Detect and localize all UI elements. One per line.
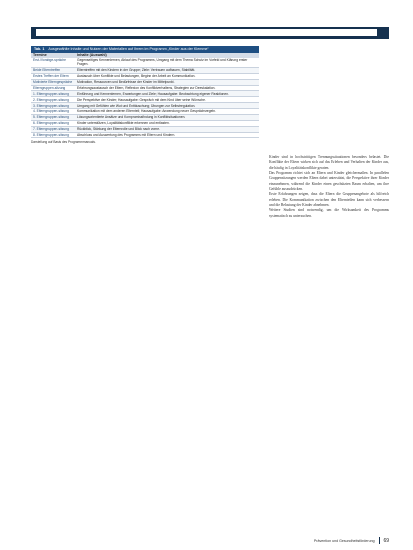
body-paragraph: Das Programm richtet sich an Eltern und Kinder gleichermaßen. In parallelen Gruppensitzungen werden Eltern dabei unterstützt, die Perspektive ihrer Kinder einzunehmen, während die Kinder einen geschützten Raum erhalten, um ihre Gefühle auszudrücken. xyxy=(269,171,389,192)
table-cell-term: Erst-/Vorabge-spräche xyxy=(33,58,66,63)
table-cell-term: 7. Elterngruppen-sitzung xyxy=(33,127,69,132)
table-body xyxy=(31,58,259,138)
table-cell-term: Elterngruppen-sitzung xyxy=(33,85,66,90)
page-number: 69 xyxy=(383,537,389,544)
footer-separator xyxy=(379,537,380,544)
table-cell-term: 5. Elterngruppen-sitzung xyxy=(33,115,69,120)
table-footnote: Darstellung auf Basis des Programmmanuals. xyxy=(31,140,96,145)
table-cell-content: Gegenseitiges Kennenlernen, Ablauf des Programms, Umgang mit dem Thema Schutz im Vorfeld und Klärung erster Fragen. xyxy=(77,58,248,67)
page-footer xyxy=(269,536,389,545)
table-cell-term: 8. Elterngruppen-sitzung xyxy=(33,132,69,137)
table-cell-content: Erfahrungsaustausch der Eltern, Reflexion des Konfliktverhaltens, Strategien zur Deeskalation. xyxy=(77,85,216,90)
body-paragraph: Weitere Studien sind notwendig, um die Wirksamkeit des Programms systematisch zu untersuchen. xyxy=(269,208,389,218)
table-cell-term: 3. Elterngruppen-sitzung xyxy=(33,103,69,108)
table-cell-term: 6. Elterngruppen-sitzung xyxy=(33,121,69,126)
table-cell-content: Elterntreffen mit den Kindern in der Gruppe; Ziele: Vertrauen aufbauen, Stabilität. xyxy=(77,68,196,73)
table-header-row xyxy=(31,53,259,59)
table-cell-term: Beide Elterntreffen xyxy=(33,68,61,73)
table-cell-content: Einführung und Kennenlernen, Erwartungen und Ziele; Hausaufgabe: Beobachtung eigener Reaktionen. xyxy=(77,91,229,96)
table-cell-content: Rückblick, Stärkung der Elternrolle und Blick nach vorne. xyxy=(77,127,161,132)
table-row xyxy=(31,58,259,68)
table-cell-content: Lösungsorientierte Ansätze und Kompromissfindung in Konfliktsituationen. xyxy=(77,115,186,120)
table-cell-term: Erstes Treffen der Eltern xyxy=(33,74,69,79)
table-cell-term: 4. Elterngruppen-sitzung xyxy=(33,109,69,114)
header-title-box xyxy=(36,29,377,36)
table-cell-term: 1. Elterngruppen-sitzung xyxy=(33,91,69,96)
column-header-termine: Termine xyxy=(33,53,47,57)
body-text-column xyxy=(269,155,389,219)
body-paragraph: Erste Erfahrungen zeigen, dass die Eltern die Gruppenangebote als hilfreich erleben. Die Kommunikation zwischen den Elternteilen kann sich verbessern und die Belastung der Kinder abnehmen. xyxy=(269,192,389,208)
table-cell-content: Die Perspektive der Kinder; Hausaufgabe: Gespräch mit dem Kind über seine Wünsche. xyxy=(77,97,206,102)
journal-name: Prävention und Gesundheitsförderung xyxy=(313,538,375,543)
table-cell-term: 2. Elterngruppen-sitzung xyxy=(33,97,69,102)
table-caption-text: Ausgewählte Inhalte und Nutzen der Materialien auf Ihrem im Programm „Kinder aus der Klemme“ xyxy=(48,47,209,51)
table-cell-content: Kinder unterstützen, Loyalitätskonflikte erkennen und entlasten. xyxy=(77,121,170,126)
table-cell-content: Kommunikation mit dem anderen Elternteil; Hausaufgabe: Anwendung neuer Gesprächsregeln. xyxy=(77,109,216,114)
table-cell-term: Motivierte Elterngespräche xyxy=(33,80,73,85)
table-cell-content: Motivation, Ressourcen und Bedürfnisse der Kinder im Mittelpunkt. xyxy=(77,80,175,85)
table-row xyxy=(31,133,259,139)
table-cell-content: Austausch über Konflikte und Belastungen, Beginn der Arbeit an Kommunikation. xyxy=(77,74,196,79)
table-cell-content: Umgang mit Gefühlen wie Wut und Enttäuschung; Übungen zur Selbstregulation. xyxy=(77,103,196,108)
body-paragraph: Kinder sind in hochstrittigen Trennungssituationen besonders belastet. Die Konflikte der Eltern wirken sich auf das Erleben und Verhalten der Kinder aus, die häufig in Loyalitätskonflikte geraten. xyxy=(269,155,389,170)
column-header-inhalte: Inhalte (Auswahl) xyxy=(77,53,107,57)
program-table xyxy=(31,46,259,144)
table-label: Tab. 1 xyxy=(34,47,45,51)
table-cell-content: Abschluss und Auswertung des Programms mit Eltern und Kindern. xyxy=(77,132,176,137)
